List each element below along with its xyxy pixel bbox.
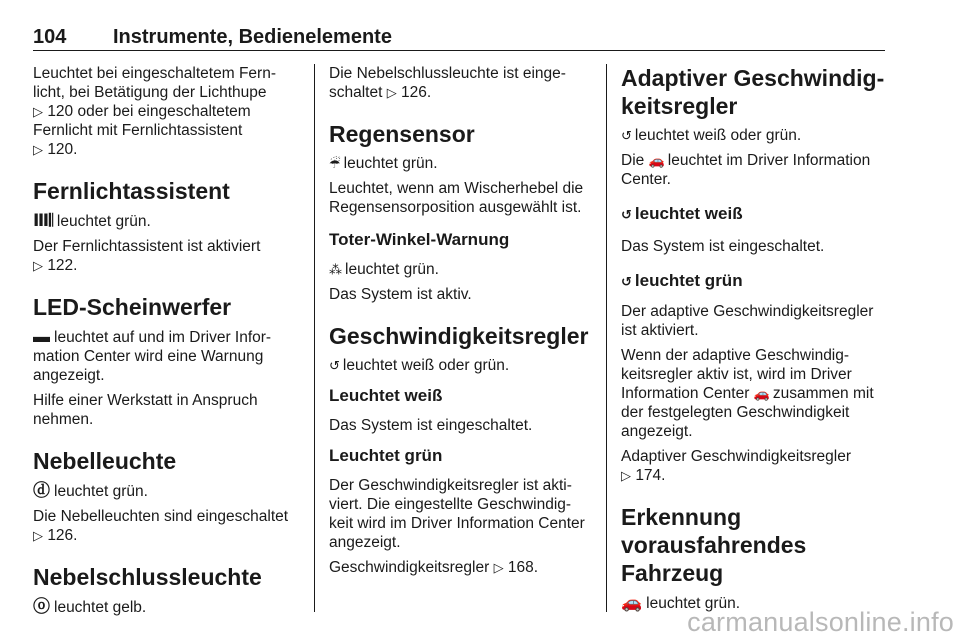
paragraph: Adaptiver Geschwindigkeitsregler ▷ 174. [621,448,852,484]
vehicle-detected-icon: 🚗 [621,593,643,612]
column-3 [621,64,889,613]
subsection-heading: ↺ leuchtet grün [621,271,743,290]
section-heading: Nebelleuchte [33,448,177,474]
rear-fog-light-icon: ⓞ [33,597,50,616]
paragraph: Der adaptive Geschwindigkeitsregler ist aktiviert. [621,303,874,339]
paragraph: Der Geschwindigkeitsregler ist akti-viert. Die eingestellte Geschwindig-keit wird im Driver Information Center angezeigt. [329,477,585,551]
subsection-heading: Toter-Winkel-Warnung [329,230,510,249]
column-divider [314,64,315,612]
paragraph: Das System ist aktiv. [329,286,472,303]
adaptive-cruise-icon: ↺ [621,128,632,143]
paragraph: ⁂ leuchtet grün. [329,261,439,278]
paragraph: Das System ist eingeschaltet. [329,417,533,434]
fog-light-icon: ⓓ [33,481,50,500]
paragraph: Leuchtet bei eingeschaltetem Fern-licht, bei Betätigung der Lichthupe ▷ 120 oder bei eingeschaltetem Fernlicht mit Fernlichtassistent ▷ 120. [33,65,276,158]
column-2 [329,64,593,577]
reference-arrow-icon: ▷ [493,560,504,575]
high-beam-assist-icon: Ⅲ𝄃 [33,211,53,230]
paragraph: Der Fernlichtassistent ist aktiviert ▷ 122. [33,238,261,274]
adaptive-cruise-icon: ↺ [621,207,632,222]
paragraph: Die Nebelschlussleuchte ist einge-schaltet ▷ 126. [329,65,566,101]
reference-arrow-icon: ▷ [33,528,43,543]
paragraph: Wenn der adaptive Geschwindig-keitsregler aktiv ist, wird im Driver Information Center 🚗 zusammen mit der festgelegten Geschwindigkeit angezeigt. [621,347,874,440]
paragraph: Geschwindigkeitsregler ▷ 168. [329,559,539,576]
reference-arrow-icon: ▷ [621,468,631,483]
watermark: carmanualsonline.info [687,607,954,637]
paragraph: Das System ist eingeschaltet. [621,238,825,255]
vehicle-ahead-icon: 🚗 [753,386,770,401]
paragraph: Ⅲ𝄃 leuchtet grün. [33,211,151,230]
section-heading: Erkennung vorausfahrendes Fahrzeug [621,504,807,586]
reference-arrow-icon: ▷ [33,104,43,119]
column-1 [33,64,301,617]
paragraph: Die 🚗 leuchtet im Driver Information Center. [621,152,871,188]
reference-arrow-icon: ▷ [386,85,397,100]
subsection-heading: Leuchtet weiß [329,386,443,405]
rain-sensor-icon: ☔ [329,156,341,171]
page-title: Instrumente, Bedienelemente [113,26,392,48]
paragraph: ☔ leuchtet grün. [329,155,438,172]
vehicle-ahead-icon: 🚗 [648,153,665,168]
section-heading: Fernlichtassistent [33,178,230,204]
subsection-heading: Leuchtet grün [329,446,443,465]
section-heading: Nebelschlussleuchte [33,564,262,590]
page-number: 104 [33,26,67,48]
reference-arrow-icon: ▷ [33,142,43,157]
section-heading: Geschwindigkeitsregler [329,323,589,349]
section-heading: LED-Scheinwerfer [33,294,232,320]
paragraph: ⓞ leuchtet gelb. [33,597,147,616]
section-heading: Regensensor [329,121,475,147]
page-header [33,24,885,51]
paragraph: ↺ leuchtet weiß oder grün. [621,127,802,144]
reference-arrow-icon: ▷ [33,258,43,273]
paragraph: Hilfe einer Werkstatt in Anspruch nehmen. [33,392,258,428]
paragraph: Die Nebelleuchten sind eingeschaltet ▷ 126. [33,508,289,544]
paragraph: ▬ leuchtet auf und im Driver Infor-mation Center wird eine Warnung angezeigt. [33,327,272,384]
paragraph: ↺ leuchtet weiß oder grün. [329,357,510,374]
cruise-control-icon: ↺ [329,358,340,373]
paragraph: 🚗 leuchtet grün. [621,593,741,612]
paragraph: Leuchtet, wenn am Wischerhebel die Regensensorposition ausgewählt ist. [329,180,584,216]
blind-spot-icon: ⁂ [329,262,342,277]
adaptive-cruise-icon: ↺ [621,274,632,289]
led-headlight-icon: ▬ [33,327,50,346]
column-divider [606,64,607,612]
paragraph: ⓓ leuchtet grün. [33,481,148,500]
subsection-heading: ↺ leuchtet weiß [621,204,743,223]
section-heading: Adaptiver Geschwindig-keitsregler [621,65,885,119]
